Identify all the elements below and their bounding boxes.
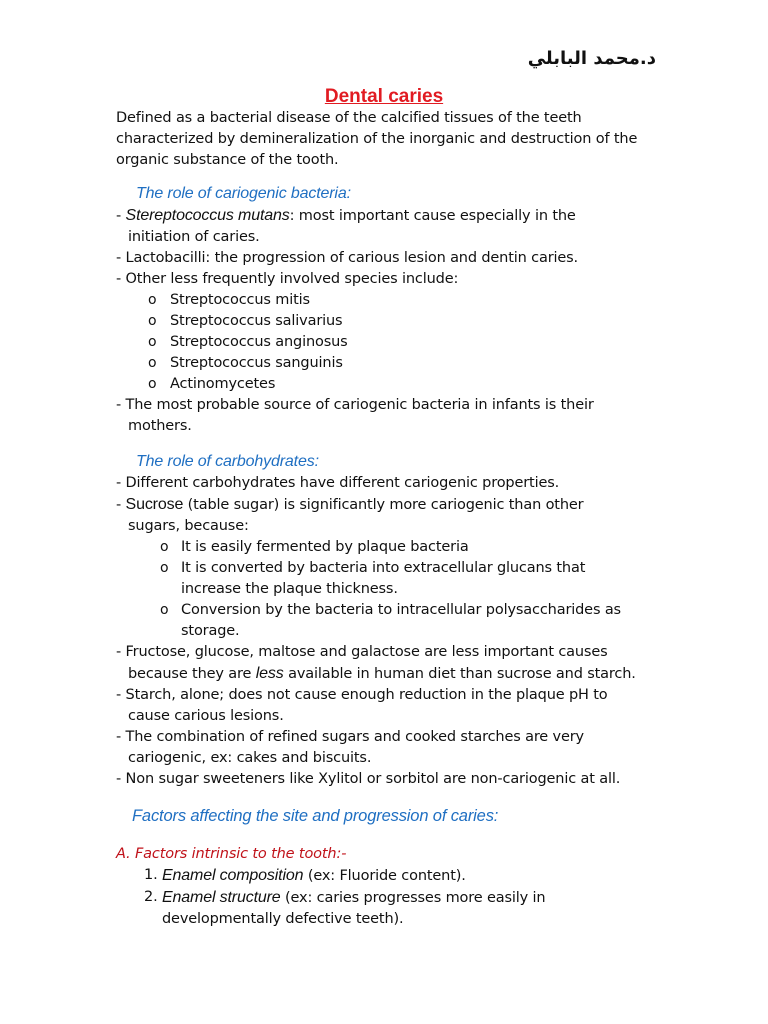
document-body [116, 108, 646, 930]
list-item [116, 887, 646, 930]
circle-bullet-icon: o [160, 539, 169, 555]
mutans-term: Stereptococcus mutans [125, 207, 290, 224]
bacteria-heading: The role of cariogenic bacteria: [136, 185, 351, 202]
species-list [116, 290, 646, 395]
source-continuation: mothers. [128, 418, 192, 434]
factors-heading: Factors affecting the site and progression of caries: [132, 807, 499, 825]
starch-text: - Starch, alone; does not cause enough reduction in the plaque pH to [116, 687, 608, 703]
page-title: Dental caries [324, 86, 444, 107]
sucrose-term: Sucrose [125, 496, 184, 513]
factor-term: Enamel composition [162, 867, 304, 884]
other-species-line: - Other less frequently involved species include: [116, 271, 459, 287]
mutans-line: - Stereptococcus mutans: most important cause especially in the initiation of caries. [116, 205, 646, 248]
list-item [116, 537, 646, 558]
reason-text: It is converted by bacteria into extracellular glucans that [181, 560, 586, 576]
list-item [116, 558, 646, 600]
list-item [116, 332, 646, 353]
list-item [116, 290, 646, 311]
combination-continuation: cariogenic, ex: cakes and biscuits. [128, 750, 372, 766]
less-term: less [255, 665, 284, 682]
carbohydrates-heading: The role of carbohydrates: [136, 453, 319, 470]
lacto-line: - Lactobacilli: the progression of carious lesion and dentin caries. [116, 250, 579, 266]
reason-continuation: increase the plaque thickness. [181, 581, 398, 597]
fructose-text: - Fructose, glucose, maltose and galactose are less important causes [116, 644, 608, 660]
circle-bullet-icon: o [148, 376, 157, 392]
circle-bullet-icon: o [148, 313, 157, 329]
factor-text: (ex: Fluoride content). [303, 868, 466, 884]
reason-text: It is easily fermented by plaque bacteria [181, 539, 469, 555]
author-name: د.محمد البابلي [527, 48, 656, 69]
reasons-list [116, 537, 646, 642]
mutans-continuation: initiation of caries. [128, 229, 260, 245]
species-name: Actinomycetes [170, 376, 276, 392]
list-item [116, 311, 646, 332]
sucrose-text: (table sugar) is significantly more cariogenic than other [183, 497, 584, 513]
sucrose-line: - Sucrose (table sugar) is significantly more cariogenic than other sugars, because: [116, 494, 646, 537]
species-name: Streptococcus sanguinis [170, 355, 343, 371]
fructose-cont-b: available in human diet than sucrose and starch. [283, 666, 636, 682]
reason-continuation: storage. [181, 623, 240, 639]
mutans-text: : most important cause especially in the [289, 208, 576, 224]
species-name: Streptococcus mitis [170, 292, 310, 308]
item-number: 2. [144, 889, 158, 905]
starch-continuation: cause carious lesions. [128, 708, 284, 724]
fructose-line [116, 642, 646, 685]
intrinsic-factors-subheading: A. Factors intrinsic to the tooth:- [116, 846, 347, 862]
factors-list [116, 865, 646, 930]
combination-text: - The combination of refined sugars and cooked starches are very [116, 729, 584, 745]
reason-text: Conversion by the bacteria to intracellular polysaccharides as [181, 602, 621, 618]
circle-bullet-icon: o [160, 560, 169, 576]
sucrose-continuation: sugars, because: [128, 518, 249, 534]
circle-bullet-icon: o [160, 602, 169, 618]
species-name: Streptococcus anginosus [170, 334, 348, 350]
factor-text: (ex: caries progresses more easily in [280, 890, 546, 906]
fructose-cont-a: because they are [128, 666, 256, 682]
circle-bullet-icon: o [148, 355, 157, 371]
source-text: - The most probable source of cariogenic bacteria in infants is their [116, 397, 594, 413]
circle-bullet-icon: o [148, 292, 157, 308]
list-item [116, 353, 646, 374]
combination-line [116, 727, 646, 769]
factor-term: Enamel structure [162, 889, 281, 906]
item-number: 1. [144, 867, 158, 883]
species-name: Streptococcus salivarius [170, 313, 343, 329]
source-line [116, 395, 646, 437]
starch-line [116, 685, 646, 727]
factor-continuation: developmentally defective teeth). [162, 911, 404, 927]
sweeteners-line: - Non sugar sweeteners like Xylitol or sorbitol are non-cariogenic at all. [116, 771, 621, 787]
different-line: - Different carbohydrates have different cariogenic properties. [116, 475, 560, 491]
circle-bullet-icon: o [148, 334, 157, 350]
list-item [116, 865, 646, 887]
list-item [116, 600, 646, 642]
fructose-continuation [126, 663, 646, 685]
list-item [116, 374, 646, 395]
intro-paragraph: Defined as a bacterial disease of the calcified tissues of the teeth characterized by demineralization of the inorganic and destruction of the organic substance of the tooth. [116, 110, 638, 168]
